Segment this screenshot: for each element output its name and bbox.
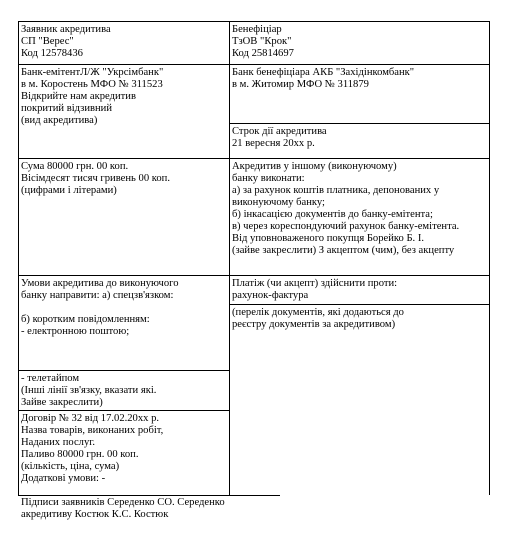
rule: [229, 304, 490, 305]
text-line: Додаткові умови: -: [21, 473, 106, 484]
signature-line: Підписи заявників Середенко СО. Середенко: [21, 497, 225, 508]
signatures-cell: [21, 497, 225, 521]
signature-line: акредитиву Костюк К.С. Костюк: [21, 509, 169, 520]
spacer: [21, 302, 179, 314]
text-line: б) коротким повідомленням:: [21, 314, 150, 325]
documents-list-cell: [232, 307, 404, 331]
text-line: виконуючому банку;: [232, 197, 325, 208]
text-line: в) через кореспондуючий рахунок банку-емітента.: [232, 221, 460, 232]
text-line: (перелік документів, які додаються до: [232, 307, 404, 318]
beneficiary-code: Код 25814697: [232, 48, 294, 59]
text-line: Договір № 32 від 17.02.20хх р.: [21, 413, 160, 424]
teletype-cell: [21, 373, 156, 409]
text-line: (вид акредитива): [21, 115, 98, 126]
rule: [18, 158, 490, 159]
contract-cell: [21, 413, 163, 485]
applicant-code: Код 12578436: [21, 48, 83, 59]
issuing-bank-cell: [21, 67, 163, 127]
beneficiary-cell: [232, 24, 294, 60]
text-line: б) інкасацією документів до банку-емітента;: [232, 209, 433, 220]
amount-cell: [21, 161, 170, 197]
text-line: Вісімдесят тисяч гривень 00 коп.: [21, 173, 170, 184]
text-line: банку виконати:: [232, 173, 305, 184]
text-line: Банк-емітентЛ/Ж "Укрсімбанк": [21, 67, 164, 78]
text-line: Назва товарів, виконаних робіт,: [21, 425, 164, 436]
text-line: Строк дії акредитива: [232, 126, 327, 137]
beneficiary-bank-cell: [232, 67, 414, 91]
text-line: в м. Житомир МФО № 311879: [232, 79, 369, 90]
text-line: Від уповноваженого покупця Борейко Б. І.: [232, 233, 424, 244]
text-line: в м. Коростень МФО № 311523: [21, 79, 163, 90]
text-line: банку направити: а) спецзв'язком:: [21, 290, 174, 301]
rule: [18, 495, 280, 496]
payment-cell: [232, 278, 397, 302]
conditions-cell: [21, 278, 179, 338]
applicant-cell: [21, 24, 111, 60]
applicant-title: Заявник акредитива: [21, 24, 111, 35]
rule: [489, 21, 490, 495]
text-line: реєстру документів за акредитивом): [232, 319, 396, 330]
text-line: а) за рахунок коштів платника, депонованих у: [232, 185, 440, 196]
text-line: (Інші лінії зв'язку, вказати які.: [21, 385, 157, 396]
text-line: Банк бенефіціара АКБ "Західінкомбанк": [232, 67, 415, 78]
text-line: Акредитив у іншому (виконуючому): [232, 161, 397, 172]
rule: [229, 21, 230, 495]
text-line: Умови акредитива до виконуючого: [21, 278, 179, 289]
applicant-name: СП "Верес": [21, 36, 74, 47]
beneficiary-name: ТзОВ "Крок": [232, 36, 292, 47]
rule: [18, 275, 490, 276]
rule: [18, 21, 19, 495]
text-line: (кількість, ціна, сума): [21, 461, 120, 472]
text-line: 21 вересня 20хх р.: [232, 138, 315, 149]
text-line: рахунок-фактура: [232, 290, 309, 301]
text-line: Наданих послуг.: [21, 437, 96, 448]
text-line: (зайве закреслити) З акцептом (чим), без акцепту: [232, 245, 455, 256]
rule: [18, 21, 490, 22]
text-line: Сума 80000 грн. 00 коп.: [21, 161, 129, 172]
rule: [18, 64, 490, 65]
validity-cell: [232, 126, 327, 150]
text-line: - телетайпом: [21, 373, 80, 384]
text-line: (цифрами і літерами): [21, 185, 117, 196]
text-line: Зайве закреслити): [21, 397, 103, 408]
text-line: Відкрийте нам акредитив: [21, 91, 136, 102]
text-line: - електронною поштою;: [21, 326, 130, 337]
rule: [229, 123, 490, 124]
execution-cell: [232, 161, 459, 257]
beneficiary-title: Бенефіціар: [232, 24, 282, 35]
text-line: Паливо 80000 грн. 00 коп.: [21, 449, 139, 460]
text-line: покритий відзивний: [21, 103, 113, 114]
rule: [18, 370, 229, 371]
rule: [18, 410, 229, 411]
text-line: Платіж (чи акцепт) здійснити проти:: [232, 278, 398, 289]
